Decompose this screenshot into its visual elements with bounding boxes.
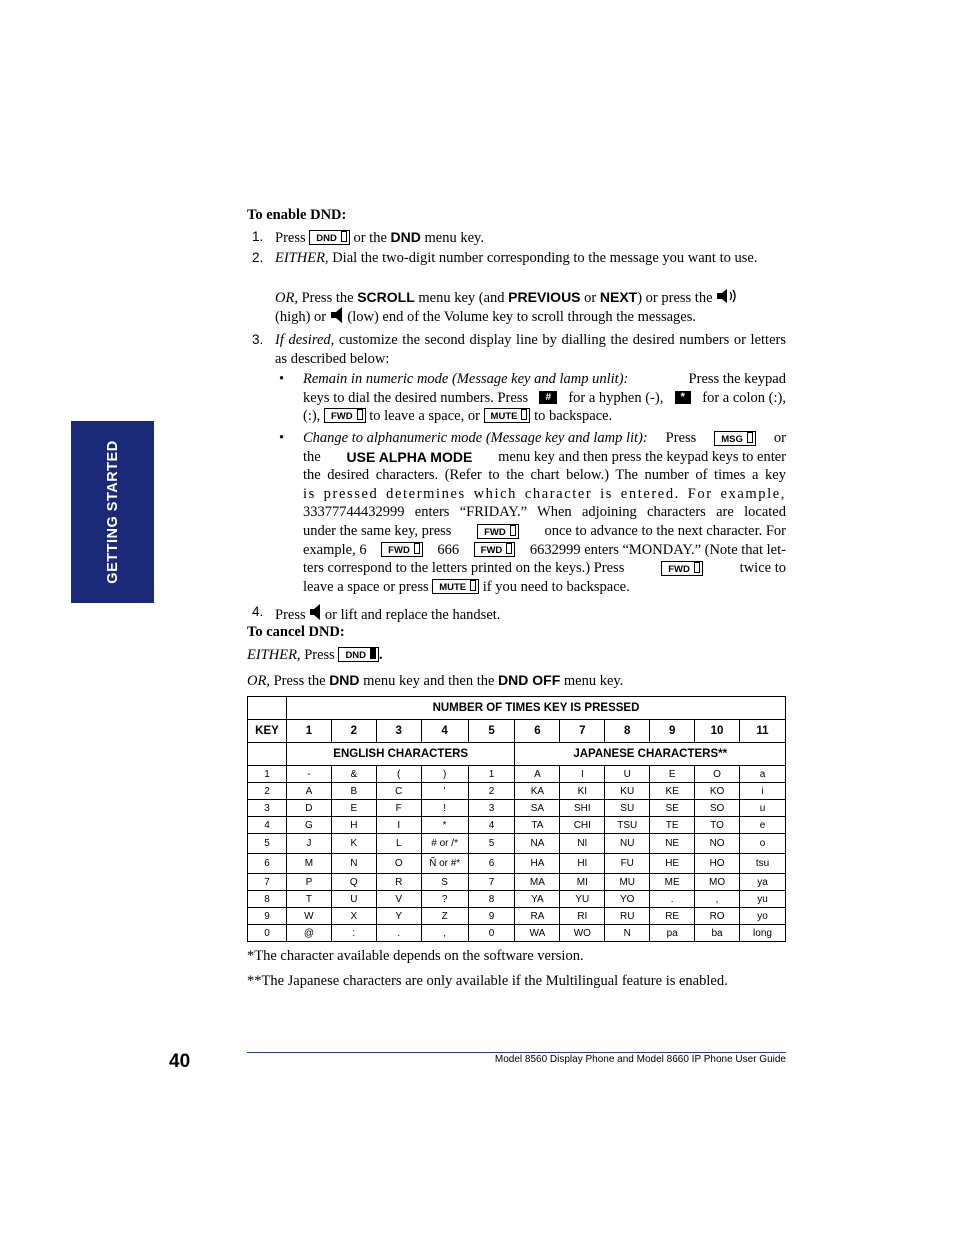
char-cell: SU	[605, 800, 650, 817]
char-cell: )	[421, 766, 468, 783]
char-cell: ,	[421, 925, 468, 942]
step-4-number: 4.	[252, 604, 264, 619]
char-cell: TA	[515, 817, 560, 834]
char-cell: !	[421, 800, 468, 817]
star-key: *	[675, 391, 691, 404]
key-cell: 2	[248, 783, 287, 800]
char-cell: P	[286, 874, 331, 891]
char-cell: SO	[695, 800, 740, 817]
char-cell: L	[376, 834, 421, 854]
fwd-key: FWD	[661, 561, 703, 576]
char-cell: RI	[560, 908, 605, 925]
previous-menu-key: PREVIOUS	[508, 289, 581, 305]
key-cell: 0	[248, 925, 287, 942]
char-cell: (	[376, 766, 421, 783]
char-cell: u	[740, 800, 786, 817]
char-cell: A	[515, 766, 560, 783]
char-cell: T	[286, 891, 331, 908]
press-count-5: 5	[468, 720, 515, 743]
char-cell: HI	[560, 854, 605, 874]
press-count-10: 10	[695, 720, 740, 743]
char-cell: CHI	[560, 817, 605, 834]
char-cell: R	[376, 874, 421, 891]
char-cell: 6	[468, 854, 515, 874]
bullet-dot: •	[279, 430, 285, 446]
char-cell: 4	[468, 817, 515, 834]
char-cell: A	[286, 783, 331, 800]
section-tab	[71, 421, 154, 603]
dnd-menu-key: DND	[329, 672, 360, 688]
step-2-or: OR, Press the SCROLL menu key (and PREVIOUS or NEXT) or press the	[275, 288, 789, 308]
use-alpha-mode-menu-key: USE ALPHA MODE	[346, 448, 473, 465]
press-count-7: 7	[560, 720, 605, 743]
volume-high-icon	[716, 288, 738, 304]
char-cell: SE	[650, 800, 695, 817]
char-cell: KA	[515, 783, 560, 800]
fwd-key: FWD	[474, 542, 516, 557]
fwd-key: FWD	[477, 524, 519, 539]
char-cell: TE	[650, 817, 695, 834]
char-cell: &	[331, 766, 376, 783]
char-cell: HO	[695, 854, 740, 874]
key-cell: 1	[248, 766, 287, 783]
msg-key: MSG	[714, 431, 756, 446]
hash-key: #	[539, 391, 557, 404]
char-cell: O	[376, 854, 421, 874]
char-cell: MA	[515, 874, 560, 891]
char-cell: 3	[468, 800, 515, 817]
char-cell: KO	[695, 783, 740, 800]
footer-title: Model 8560 Display Phone and Model 8660 IP Phone User Guide	[494, 1054, 786, 1065]
char-cell: i	[740, 783, 786, 800]
press-count-6: 6	[515, 720, 560, 743]
note-software-version: *The character available depends on the software version.	[247, 948, 584, 964]
char-cell: J	[286, 834, 331, 854]
bullet-alpha-mode: Change to alphanumeric mode (Message key and lamp lit): Press MSG or the USE ALPHA MODE menu key and then press the keypad keys to enter the desired characters. (Refer to the chart below.) The number of times a key is pressed determines which character is entered. For example, 33377744432999 enters “FRIDAY.” When adjoining characters are located under the same key, press FWD once to advance to the next character. For example, 6 FWD 666 FWD 6632999 enters “MONDAY.” (Note that let- ters correspond to the letters printed on the keys.) Press FWD twice to leave a space or press MUTE if you need to backspace.	[303, 430, 786, 595]
char-cell: O	[695, 766, 740, 783]
key-cell: 5	[248, 834, 287, 854]
char-cell: *	[421, 817, 468, 834]
volume-low-icon	[330, 307, 344, 323]
table-row	[248, 817, 786, 834]
table-row	[248, 908, 786, 925]
press-count-3: 3	[376, 720, 421, 743]
enable-heading: To enable DND:	[247, 207, 347, 223]
table-row	[248, 834, 786, 854]
char-cell: .	[376, 925, 421, 942]
char-cell: H	[331, 817, 376, 834]
char-cell: Y	[376, 908, 421, 925]
char-cell: E	[331, 800, 376, 817]
dnd-off-menu-key: DND OFF	[498, 672, 561, 688]
char-cell: K	[331, 834, 376, 854]
char-cell: G	[286, 817, 331, 834]
mute-key: MUTE	[432, 579, 479, 594]
fwd-key: FWD	[381, 542, 423, 557]
press-count-1: 1	[286, 720, 331, 743]
char-cell: ba	[695, 925, 740, 942]
char-cell: long	[740, 925, 786, 942]
char-cell: WO	[560, 925, 605, 942]
cancel-heading: To cancel DND:	[247, 624, 345, 640]
char-cell: RU	[605, 908, 650, 925]
char-cell: NI	[560, 834, 605, 854]
table-row	[248, 766, 786, 783]
char-cell: HE	[650, 854, 695, 874]
char-cell: Z	[421, 908, 468, 925]
char-cell: -	[286, 766, 331, 783]
char-cell: @	[286, 925, 331, 942]
page-number: 40	[169, 1051, 191, 1072]
char-cell: 9	[468, 908, 515, 925]
char-cell: 8	[468, 891, 515, 908]
char-cell: KU	[605, 783, 650, 800]
scroll-menu-key: SCROLL	[357, 289, 415, 305]
english-header: ENGLISH CHARACTERS	[286, 743, 515, 766]
char-cell: NO	[695, 834, 740, 854]
key-cell: 6	[248, 854, 287, 874]
char-cell: ME	[650, 874, 695, 891]
char-cell: pa	[650, 925, 695, 942]
char-cell: NA	[515, 834, 560, 854]
char-cell: Ñ or #*	[421, 854, 468, 874]
char-cell: WA	[515, 925, 560, 942]
key-cell: 9	[248, 908, 287, 925]
next-menu-key: NEXT	[599, 289, 638, 305]
footer-rule	[247, 1052, 786, 1053]
key-header: KEY	[248, 720, 287, 743]
char-cell: E	[650, 766, 695, 783]
dnd-key: DND	[338, 647, 379, 662]
char-cell: MI	[560, 874, 605, 891]
character-chart	[247, 696, 786, 942]
char-cell: SA	[515, 800, 560, 817]
char-cell: yo	[740, 908, 786, 925]
key-cell: 7	[248, 874, 287, 891]
table-row	[248, 854, 786, 874]
fwd-key: FWD	[324, 408, 366, 423]
char-cell: MO	[695, 874, 740, 891]
char-cell: yu	[740, 891, 786, 908]
step-3-number: 3.	[252, 332, 264, 347]
key-cell: 4	[248, 817, 287, 834]
char-cell: S	[421, 874, 468, 891]
char-cell: 7	[468, 874, 515, 891]
char-cell: MU	[605, 874, 650, 891]
char-cell: TSU	[605, 817, 650, 834]
char-cell: I	[560, 766, 605, 783]
cancel-or: OR, Press the DND menu key and then the DND OFF menu key.	[247, 672, 624, 689]
key-cell: 8	[248, 891, 287, 908]
note-multilingual: **The Japanese characters are only available if the Multilingual feature is enabled.	[247, 973, 728, 989]
step-1: Press DND or the DND menu key.	[275, 229, 484, 246]
char-cell: D	[286, 800, 331, 817]
char-cell: B	[331, 783, 376, 800]
dnd-key: DND	[309, 230, 350, 245]
char-cell: NU	[605, 834, 650, 854]
char-cell: C	[376, 783, 421, 800]
chart-title: NUMBER OF TIMES KEY IS PRESSED	[286, 697, 785, 720]
char-cell: NE	[650, 834, 695, 854]
char-cell: ?	[421, 891, 468, 908]
char-cell: ,	[695, 891, 740, 908]
char-cell: .	[650, 891, 695, 908]
char-cell: YA	[515, 891, 560, 908]
char-cell: N	[605, 925, 650, 942]
table-row	[248, 891, 786, 908]
step-2-number: 2.	[252, 250, 264, 265]
table-row	[248, 783, 786, 800]
speaker-icon	[309, 603, 321, 621]
char-cell: # or /*	[421, 834, 468, 854]
step-2-or-cont: (high) or (low) end of the Volume key to scroll through the messages.	[275, 309, 696, 325]
char-cell: X	[331, 908, 376, 925]
char-cell: 5	[468, 834, 515, 854]
char-cell: 1	[468, 766, 515, 783]
char-cell: '	[421, 783, 468, 800]
char-cell: Q	[331, 874, 376, 891]
char-cell: RE	[650, 908, 695, 925]
char-cell: YU	[560, 891, 605, 908]
press-count-4: 4	[421, 720, 468, 743]
cancel-either: EITHER, Press DND .	[247, 647, 383, 663]
char-cell: 0	[468, 925, 515, 942]
char-cell: ya	[740, 874, 786, 891]
char-cell: 2	[468, 783, 515, 800]
bullet-dot: •	[279, 371, 285, 387]
char-cell: U	[605, 766, 650, 783]
char-cell: FU	[605, 854, 650, 874]
table-row	[248, 874, 786, 891]
char-cell: V	[376, 891, 421, 908]
table-row	[248, 925, 786, 942]
step-3: If desired, customize the second display line by dialling the desired numbers or letters as described below:	[275, 332, 786, 367]
press-count-8: 8	[605, 720, 650, 743]
char-cell: RA	[515, 908, 560, 925]
char-cell: N	[331, 854, 376, 874]
char-cell: e	[740, 817, 786, 834]
char-cell: a	[740, 766, 786, 783]
char-cell: tsu	[740, 854, 786, 874]
char-cell: M	[286, 854, 331, 874]
japanese-header: JAPANESE CHARACTERS**	[515, 743, 786, 766]
press-count-2: 2	[331, 720, 376, 743]
char-cell: HA	[515, 854, 560, 874]
char-cell: U	[331, 891, 376, 908]
section-tab-label: GETTING STARTED	[104, 440, 121, 584]
table-row	[248, 800, 786, 817]
press-count-9: 9	[650, 720, 695, 743]
char-cell: SHI	[560, 800, 605, 817]
step-1-number: 1.	[252, 229, 264, 244]
char-cell: W	[286, 908, 331, 925]
char-cell: TO	[695, 817, 740, 834]
bullet-numeric-mode: Remain in numeric mode (Message key and lamp unlit): Press the keypad keys to dial the desired numbers. Press # for a hyphen (-), * for a colon (:), (:), FWD to leave a space, or MUTE to backspace.	[303, 371, 786, 425]
press-count-11: 11	[740, 720, 786, 743]
char-cell: :	[331, 925, 376, 942]
char-cell: RO	[695, 908, 740, 925]
char-cell: o	[740, 834, 786, 854]
char-cell: YO	[605, 891, 650, 908]
char-cell: KE	[650, 783, 695, 800]
char-cell: KI	[560, 783, 605, 800]
char-cell: I	[376, 817, 421, 834]
key-cell: 3	[248, 800, 287, 817]
mute-key: MUTE	[484, 408, 531, 423]
char-cell: F	[376, 800, 421, 817]
dnd-menu-key: DND	[390, 229, 421, 245]
step-2-either: EITHER, Dial the two-digit number corresponding to the message you want to use.	[275, 250, 758, 266]
step-4: Press or lift and replace the handset.	[275, 603, 500, 625]
